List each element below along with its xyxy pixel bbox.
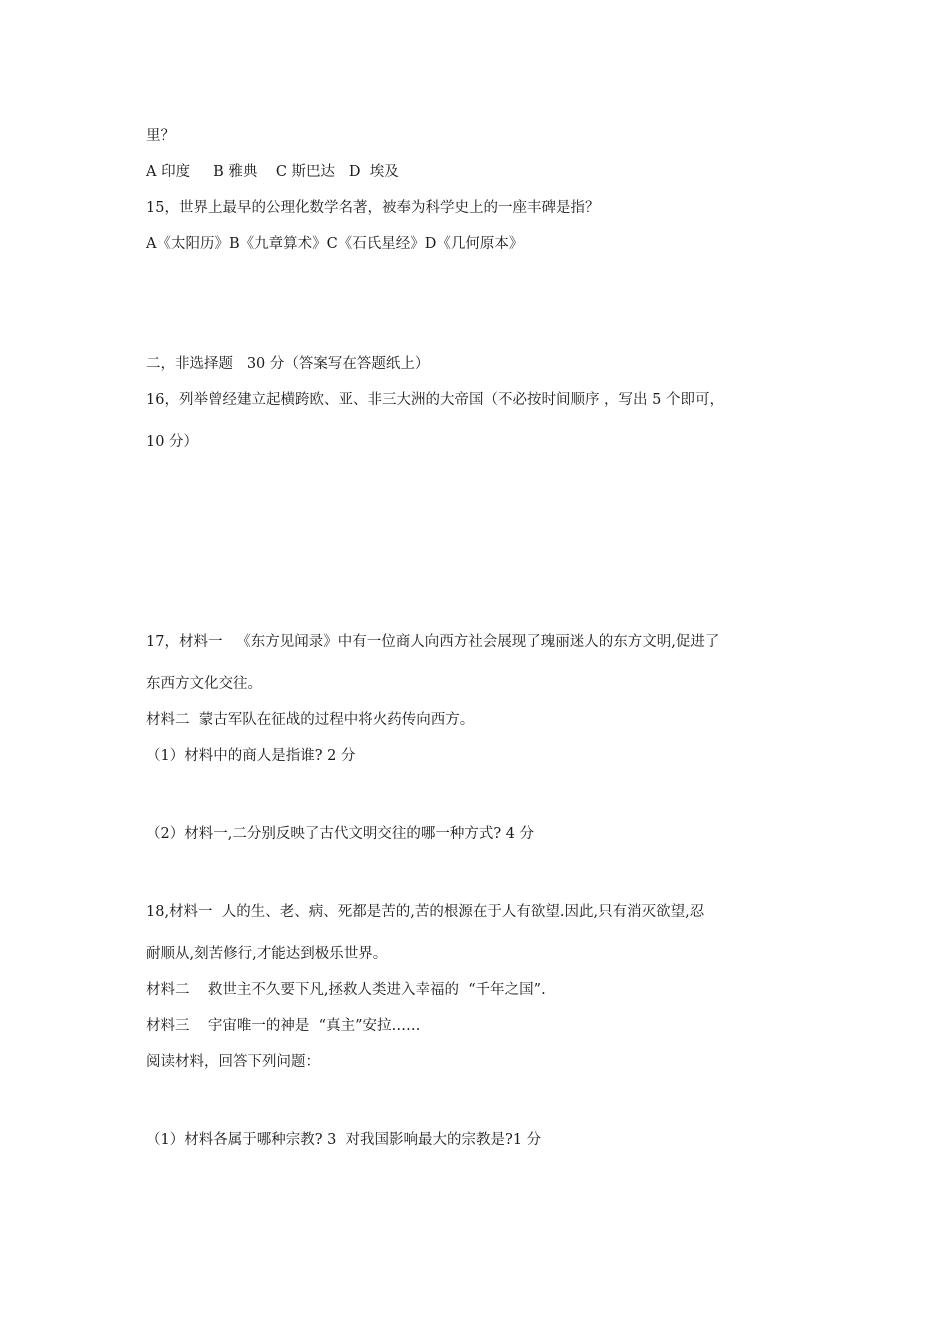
question-18-material-2: 材料二 救世主不久要下凡,拯救人类进入幸福的 “千年之国”.	[146, 982, 546, 998]
question-14-continuation: 里？	[146, 128, 175, 144]
question-16-points: 10 分）	[146, 434, 199, 450]
question-17-material-2: 材料二 蒙古军队在征战的过程中将火药传向西方。	[146, 712, 475, 728]
question-18-sub-1: （1）材料各属于哪种宗教? 3 对我国影响最大的宗教是?1 分	[146, 1132, 542, 1148]
question-14-options: A 印度 B 雅典 C 斯巴达 D 埃及	[146, 164, 399, 180]
question-17-sub-2: （2）材料一,二分别反映了古代文明交往的哪一种方式? 4 分	[146, 826, 535, 842]
question-17-material-1-cont: 东西方文化交往。	[146, 676, 262, 692]
question-18-material-1: 18,材料一 人的生、老、病、死都是苦的,苦的根源在于人有欲望.因此,只有消灭欲望,忍	[146, 904, 705, 920]
section-2-heading: 二，非选择题 30 分（答案写在答题纸上）	[146, 356, 430, 372]
question-17-sub-1: （1）材料中的商人是指谁? 2 分	[146, 748, 356, 764]
question-15-options: A《太阳历》B《九章算术》C《石氏星经》D《几何原本》	[146, 236, 524, 252]
question-18-material-3: 材料三 宇宙唯一的神是 “真主”安拉……	[146, 1018, 421, 1034]
question-18-material-1-cont: 耐顺从,刻苦修行,才能达到极乐世界。	[146, 946, 388, 962]
question-15-stem: 15，世界上最早的公理化数学名著，被奉为科学史上的一座丰碑是指？	[146, 200, 600, 216]
question-18-instruction: 阅读材料，回答下列问题：	[146, 1054, 320, 1070]
question-16-stem: 16，列举曾经建立起横跨欧、亚、非三大洲的大帝国（不必按时间顺序 ，写出 5 个即可，	[146, 392, 724, 408]
question-17-material-1: 17，材料一 《东方见闻录》中有一位商人向西方社会展现了瑰丽迷人的东方文明,促进了	[146, 634, 720, 650]
